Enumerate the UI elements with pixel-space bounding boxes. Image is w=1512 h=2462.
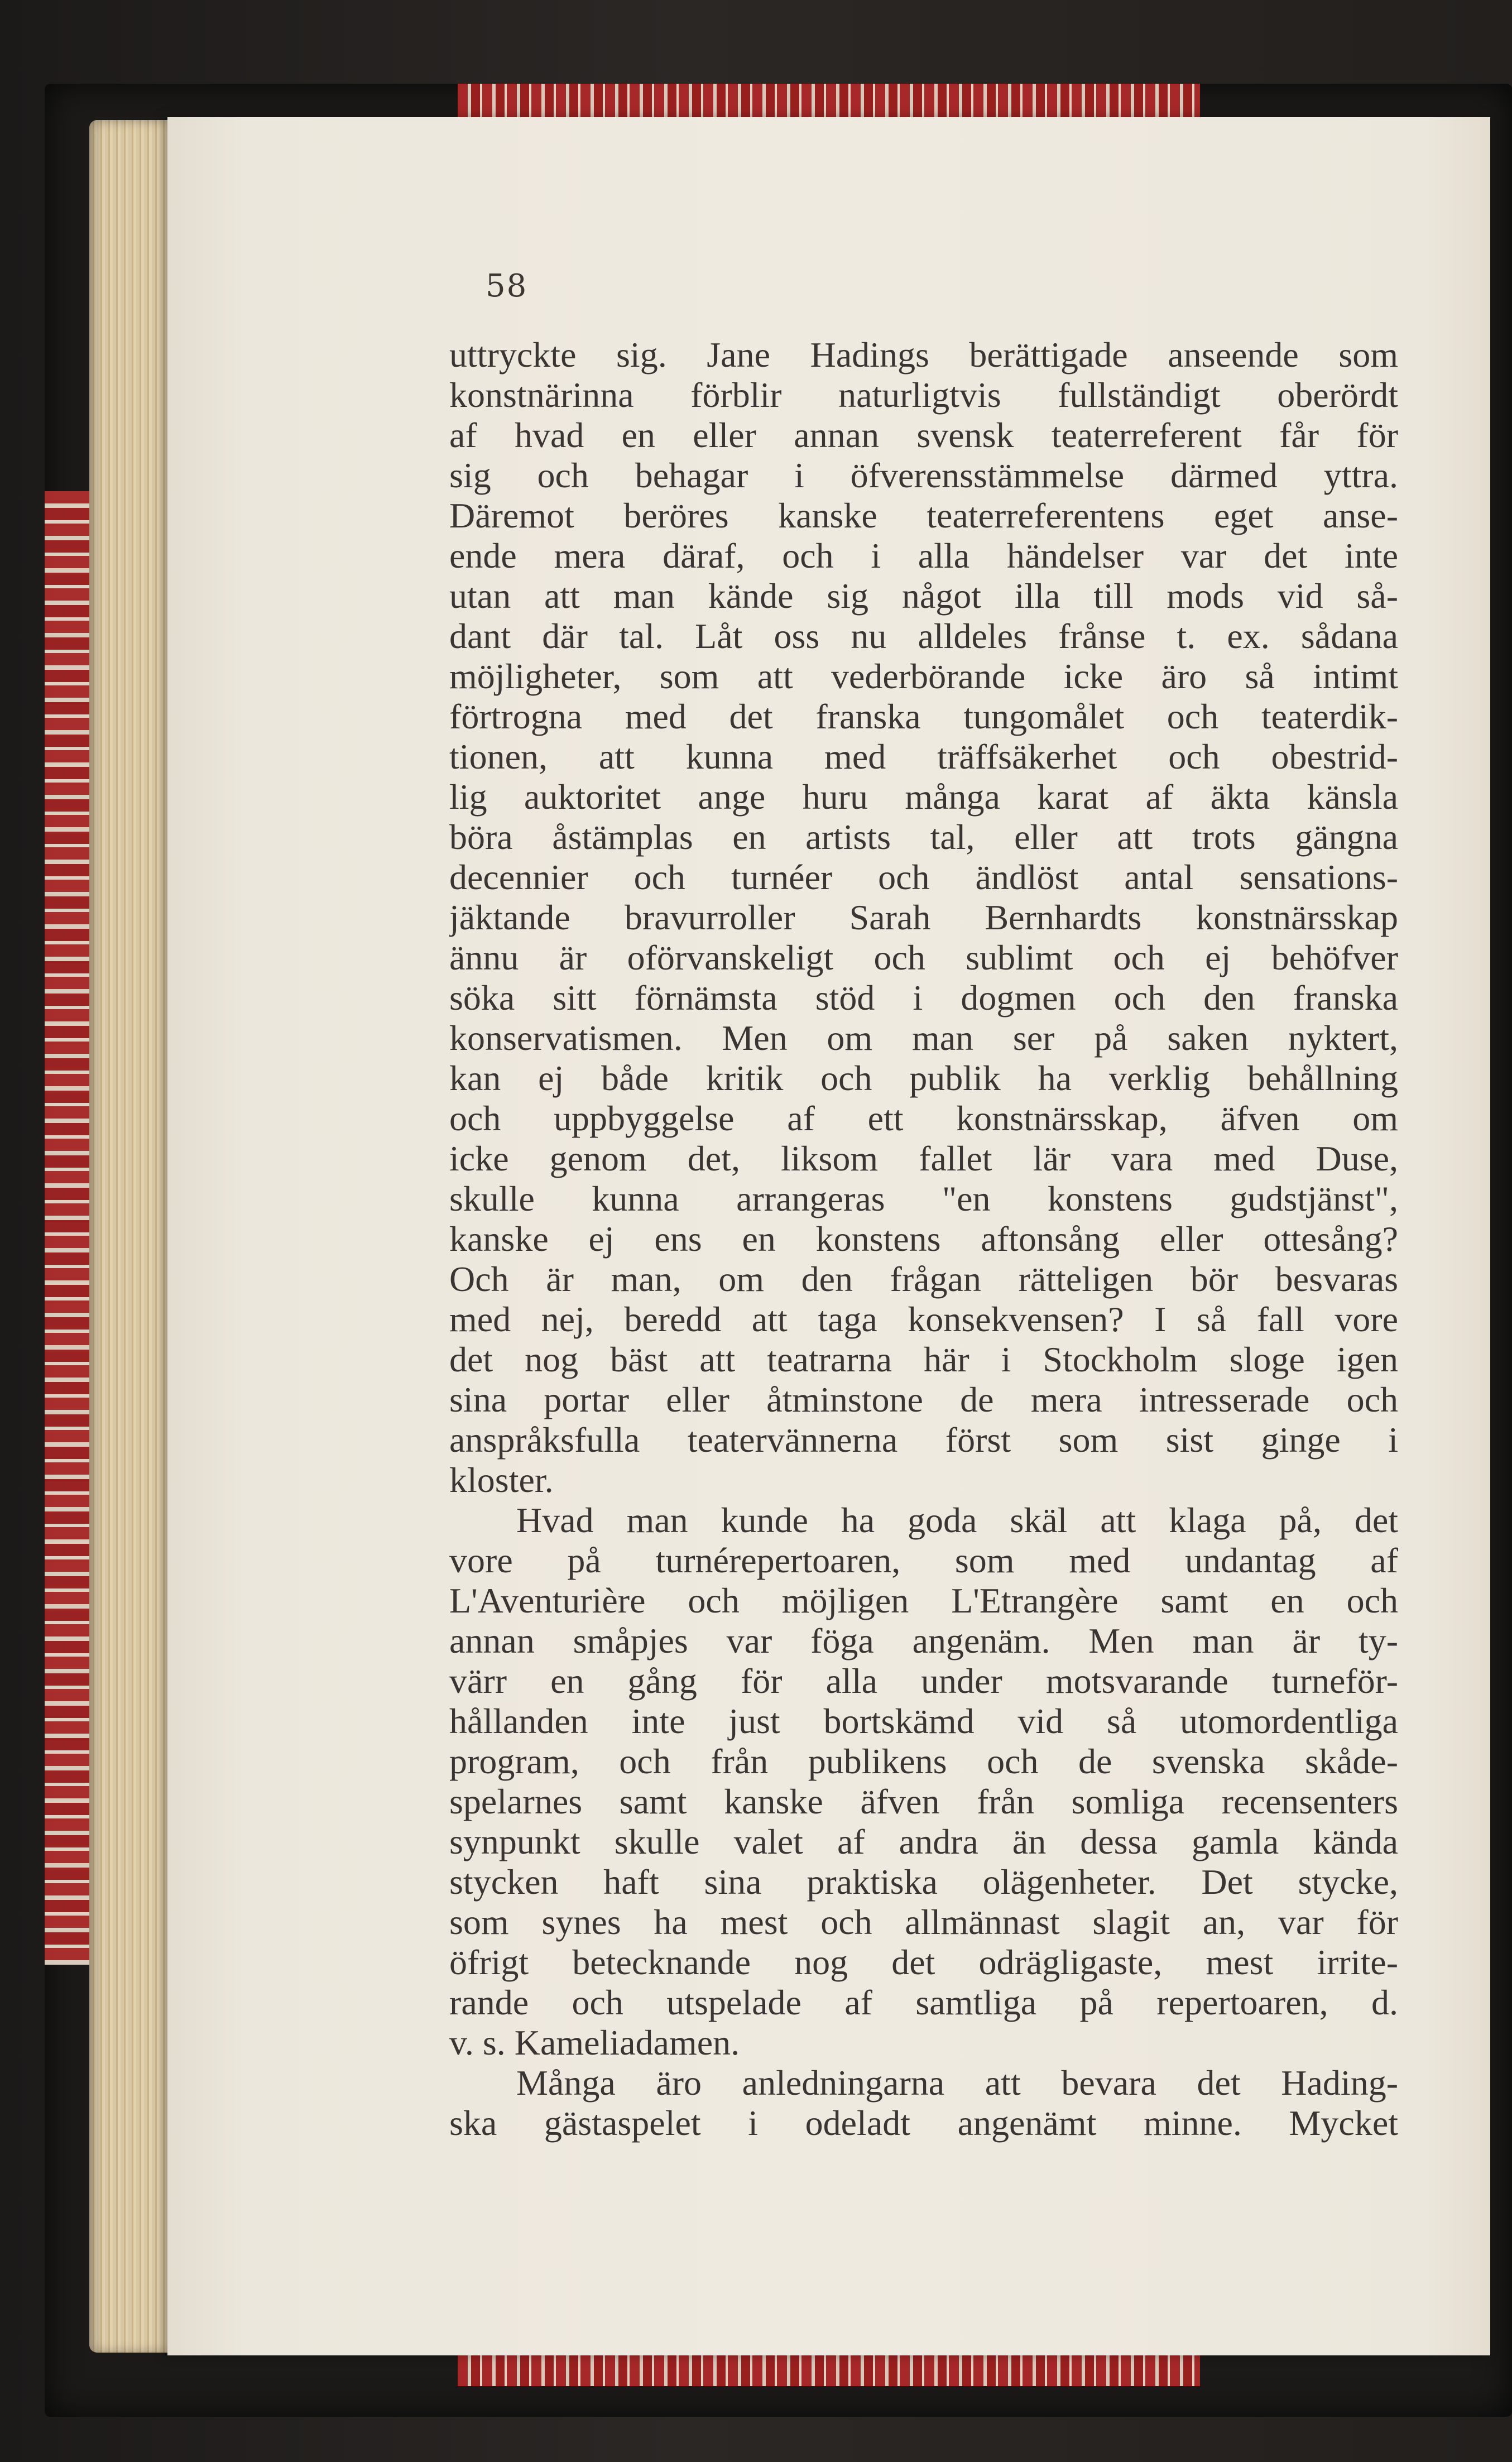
text-line: program, och från publikens och de svenska skåde- [449,1741,1398,1781]
text-line: uttryckte sig. Jane Hadings berättigade anseende som [449,335,1398,375]
text-line: som synes ha mest och allmännast slagit an, var för [449,1902,1398,1942]
text-line: utan att man kände sig något illa till mods vid så- [449,576,1398,616]
text-line: L'Aventurière och möjligen L'Etrangère samt en och [449,1581,1398,1620]
text-line: Däremot beröres kanske teaterreferentens eget anse- [449,496,1398,535]
text-line: v. s. Kameliadamen. [449,2023,740,2062]
text-line: anspråksfulla teatervännerna först som sist ginge i [449,1420,1398,1460]
text-line: söka sitt förnämsta stöd i dogmen och den franska [449,978,1398,1018]
body-text [449,335,1398,2143]
text-line: sina portar eller åtminstone de mera intresserade och [449,1380,1398,1419]
text-line: jäktande bravurroller Sarah Bernhardts konstnärsskap [449,898,1398,937]
text-line: det nog bäst att teatrarna här i Stockholm sloge igen [449,1340,1398,1379]
marbled-bottom-edge [458,2353,1200,2386]
text-line: vore på turnérepertoaren, som med undantag af [449,1540,1398,1580]
text-line: förtrogna med det franska tungomålet och teaterdik- [449,697,1398,736]
text-line: värr en gång för alla under motsvarande turneför- [449,1661,1398,1701]
text-line: möjligheter, som att vederbörande icke äro så intimt [449,656,1398,696]
marbled-top-edge [458,84,1200,117]
text-line: annan småpjes var föga angenäm. Men man är ty- [449,1621,1398,1660]
text-line: decennier och turnéer och ändlöst antal sensations- [449,857,1398,897]
text-line: konservatismen. Men om man ser på saken nyktert, [449,1018,1398,1058]
text-line: af hvad en eller annan svensk teaterreferent får för [449,415,1398,455]
text-line: stycken haft sina praktiska olägenheter. Det stycke, [449,1862,1398,1902]
text-line: synpunkt skulle valet af andra än dessa gamla kända [449,1822,1398,1861]
text-line: kloster. [449,1460,554,1500]
text-line: böra åstämplas en artists tal, eller att trots gängna [449,817,1398,857]
text-line: öfrigt betecknande nog det odrägligaste, mest irrite- [449,1942,1398,1982]
text-line: tionen, att kunna med träffsäkerhet och obestrid- [449,737,1398,776]
text-line: ska gästaspelet i odeladt angenämt minne. Mycket [449,2103,1398,2143]
text-line: och uppbyggelse af ett konstnärsskap, äfven om [449,1098,1398,1138]
text-line: spelarnes samt kanske äfven från somliga recensenters [449,1782,1398,1821]
text-line: kanske ej ens en konstens aftonsång eller ottesång? [449,1219,1398,1259]
page-number: 58 [486,268,528,304]
text-line: Och är man, om den frågan rätteligen bör besvaras [449,1259,1398,1299]
text-line: ännu är oförvanskeligt och sublimt och ej behöfver [449,938,1398,977]
text-line: icke genom det, liksom fallet lär vara med Duse, [449,1139,1398,1178]
text-line: konstnärinna förblir naturligtvis fullständigt oberördt [449,375,1398,415]
text-line: kan ej både kritik och publik ha verklig behållning [449,1058,1398,1098]
text-line: Hvad man kunde ha goda skäl att klaga på, det [516,1500,1398,1540]
text-line: med nej, beredd att taga konsekvensen? I så fall vore [449,1299,1398,1339]
text-line: skulle kunna arrangeras "en konstens gudstjänst", [449,1179,1398,1218]
text-line: lig auktoritet ange huru många karat af äkta känsla [449,777,1398,817]
text-line: Många äro anledningarna att bevara det Hading- [516,2063,1398,2103]
text-line: sig och behagar i öfverensstämmelse därmed yttra. [449,455,1398,495]
text-line: rande och utspelade af samtliga på repertoaren, d. [449,1983,1398,2022]
text-line: ende mera däraf, och i alla händelser var det inte [449,536,1398,575]
text-line: dant där tal. Låt oss nu alldeles frånse t. ex. sådana [449,616,1398,656]
text-line: hållanden inte just bortskämd vid så utomordentliga [449,1701,1398,1741]
